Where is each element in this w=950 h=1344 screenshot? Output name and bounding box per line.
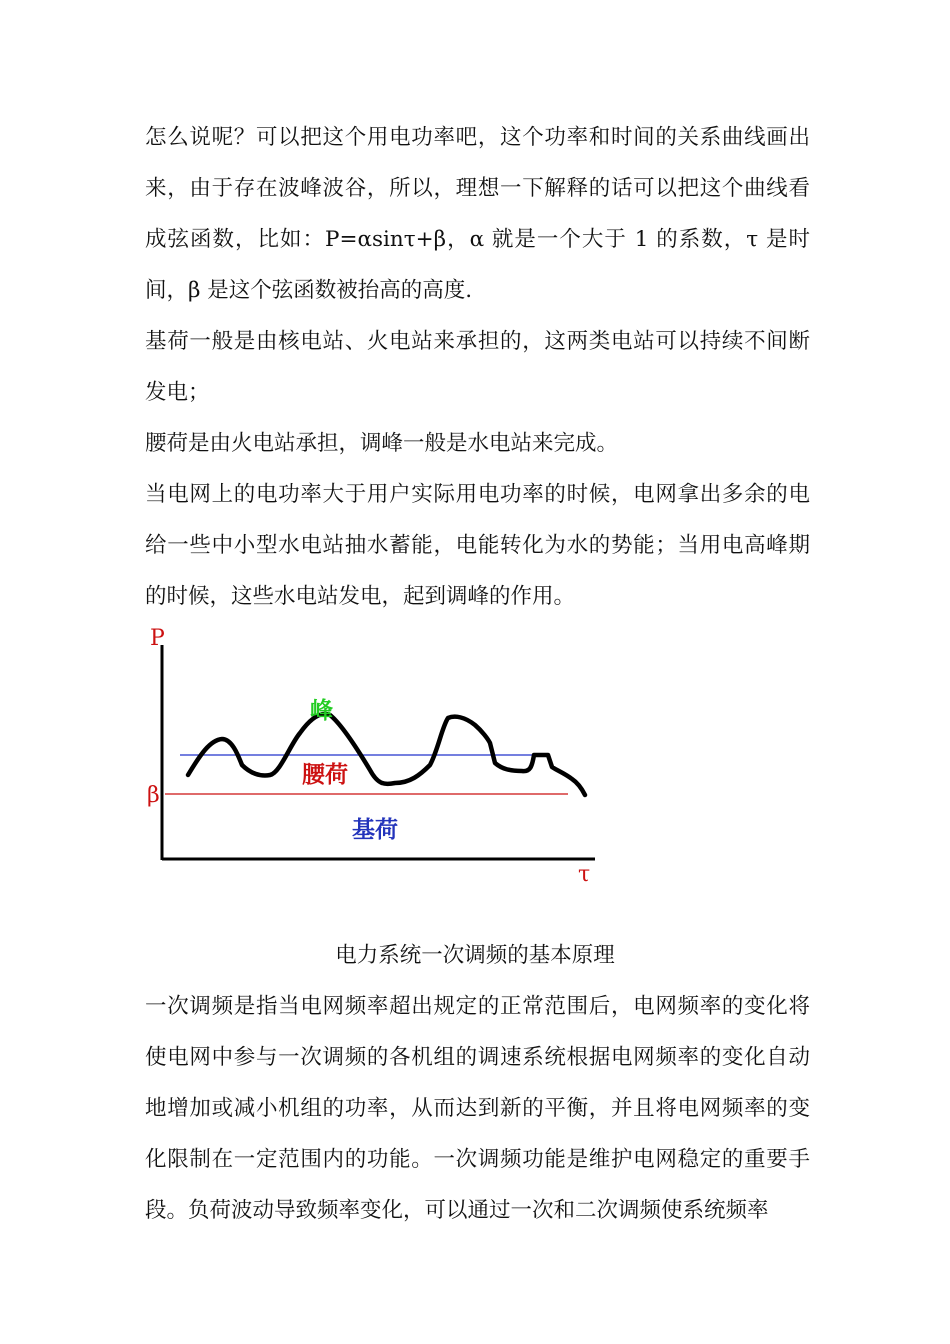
- paragraph-sine-explanation: 怎么说呢？可以把这个用电功率吧，这个功率和时间的关系曲线画出来，由于存在波峰波谷，所以，理想一下解释的话可以把这个曲线看成弦函数，比如：P=αsinτ+β，α 就是一个大于 1 的系数，τ 是时间，β 是这个弦函数被抬高的高度.: [145, 125, 810, 303]
- section-title: 电力系统一次调频的基本原理: [335, 943, 615, 968]
- load-curve-figure: [130, 615, 610, 890]
- base-load-label: 基荷: [352, 817, 398, 843]
- mid-load-label: 腰荷: [302, 762, 348, 788]
- baseline-label: β: [147, 783, 160, 808]
- paragraph-base-load: 基荷一般是由核电站、火电站来承担的，这两类电站可以持续不间断发电；: [145, 329, 810, 405]
- x-axis-label: τ: [578, 862, 591, 887]
- paragraph-mid-load: 腰荷是由火电站承担，调峰一般是水电站来完成。: [145, 431, 619, 456]
- section-body: 一次调频是指当电网频率超出规定的正常范围后，电网频率的变化将使电网中参与一次调频的各机组的调速系统根据电网频率的变化自动地增加或减小机组的功率，从而达到新的平衡，并且将电网频率的变化限制在一定范围内的功能。一次调频功能是维护电网稳定的重要手段。负荷波动导致频率变化，可以通过一次和二次调频使系统频率: [145, 994, 810, 1223]
- peak-label: 峰: [310, 698, 333, 724]
- y-axis-label: P: [150, 626, 165, 651]
- paragraph-pumped-storage: 当电网上的电功率大于用户实际用电功率的时候，电网拿出多余的电给一些中小型水电站抽水蓄能，电能转化为水的势能；当用电高峰期的时候，这些水电站发电，起到调峰的作用。: [145, 482, 810, 609]
